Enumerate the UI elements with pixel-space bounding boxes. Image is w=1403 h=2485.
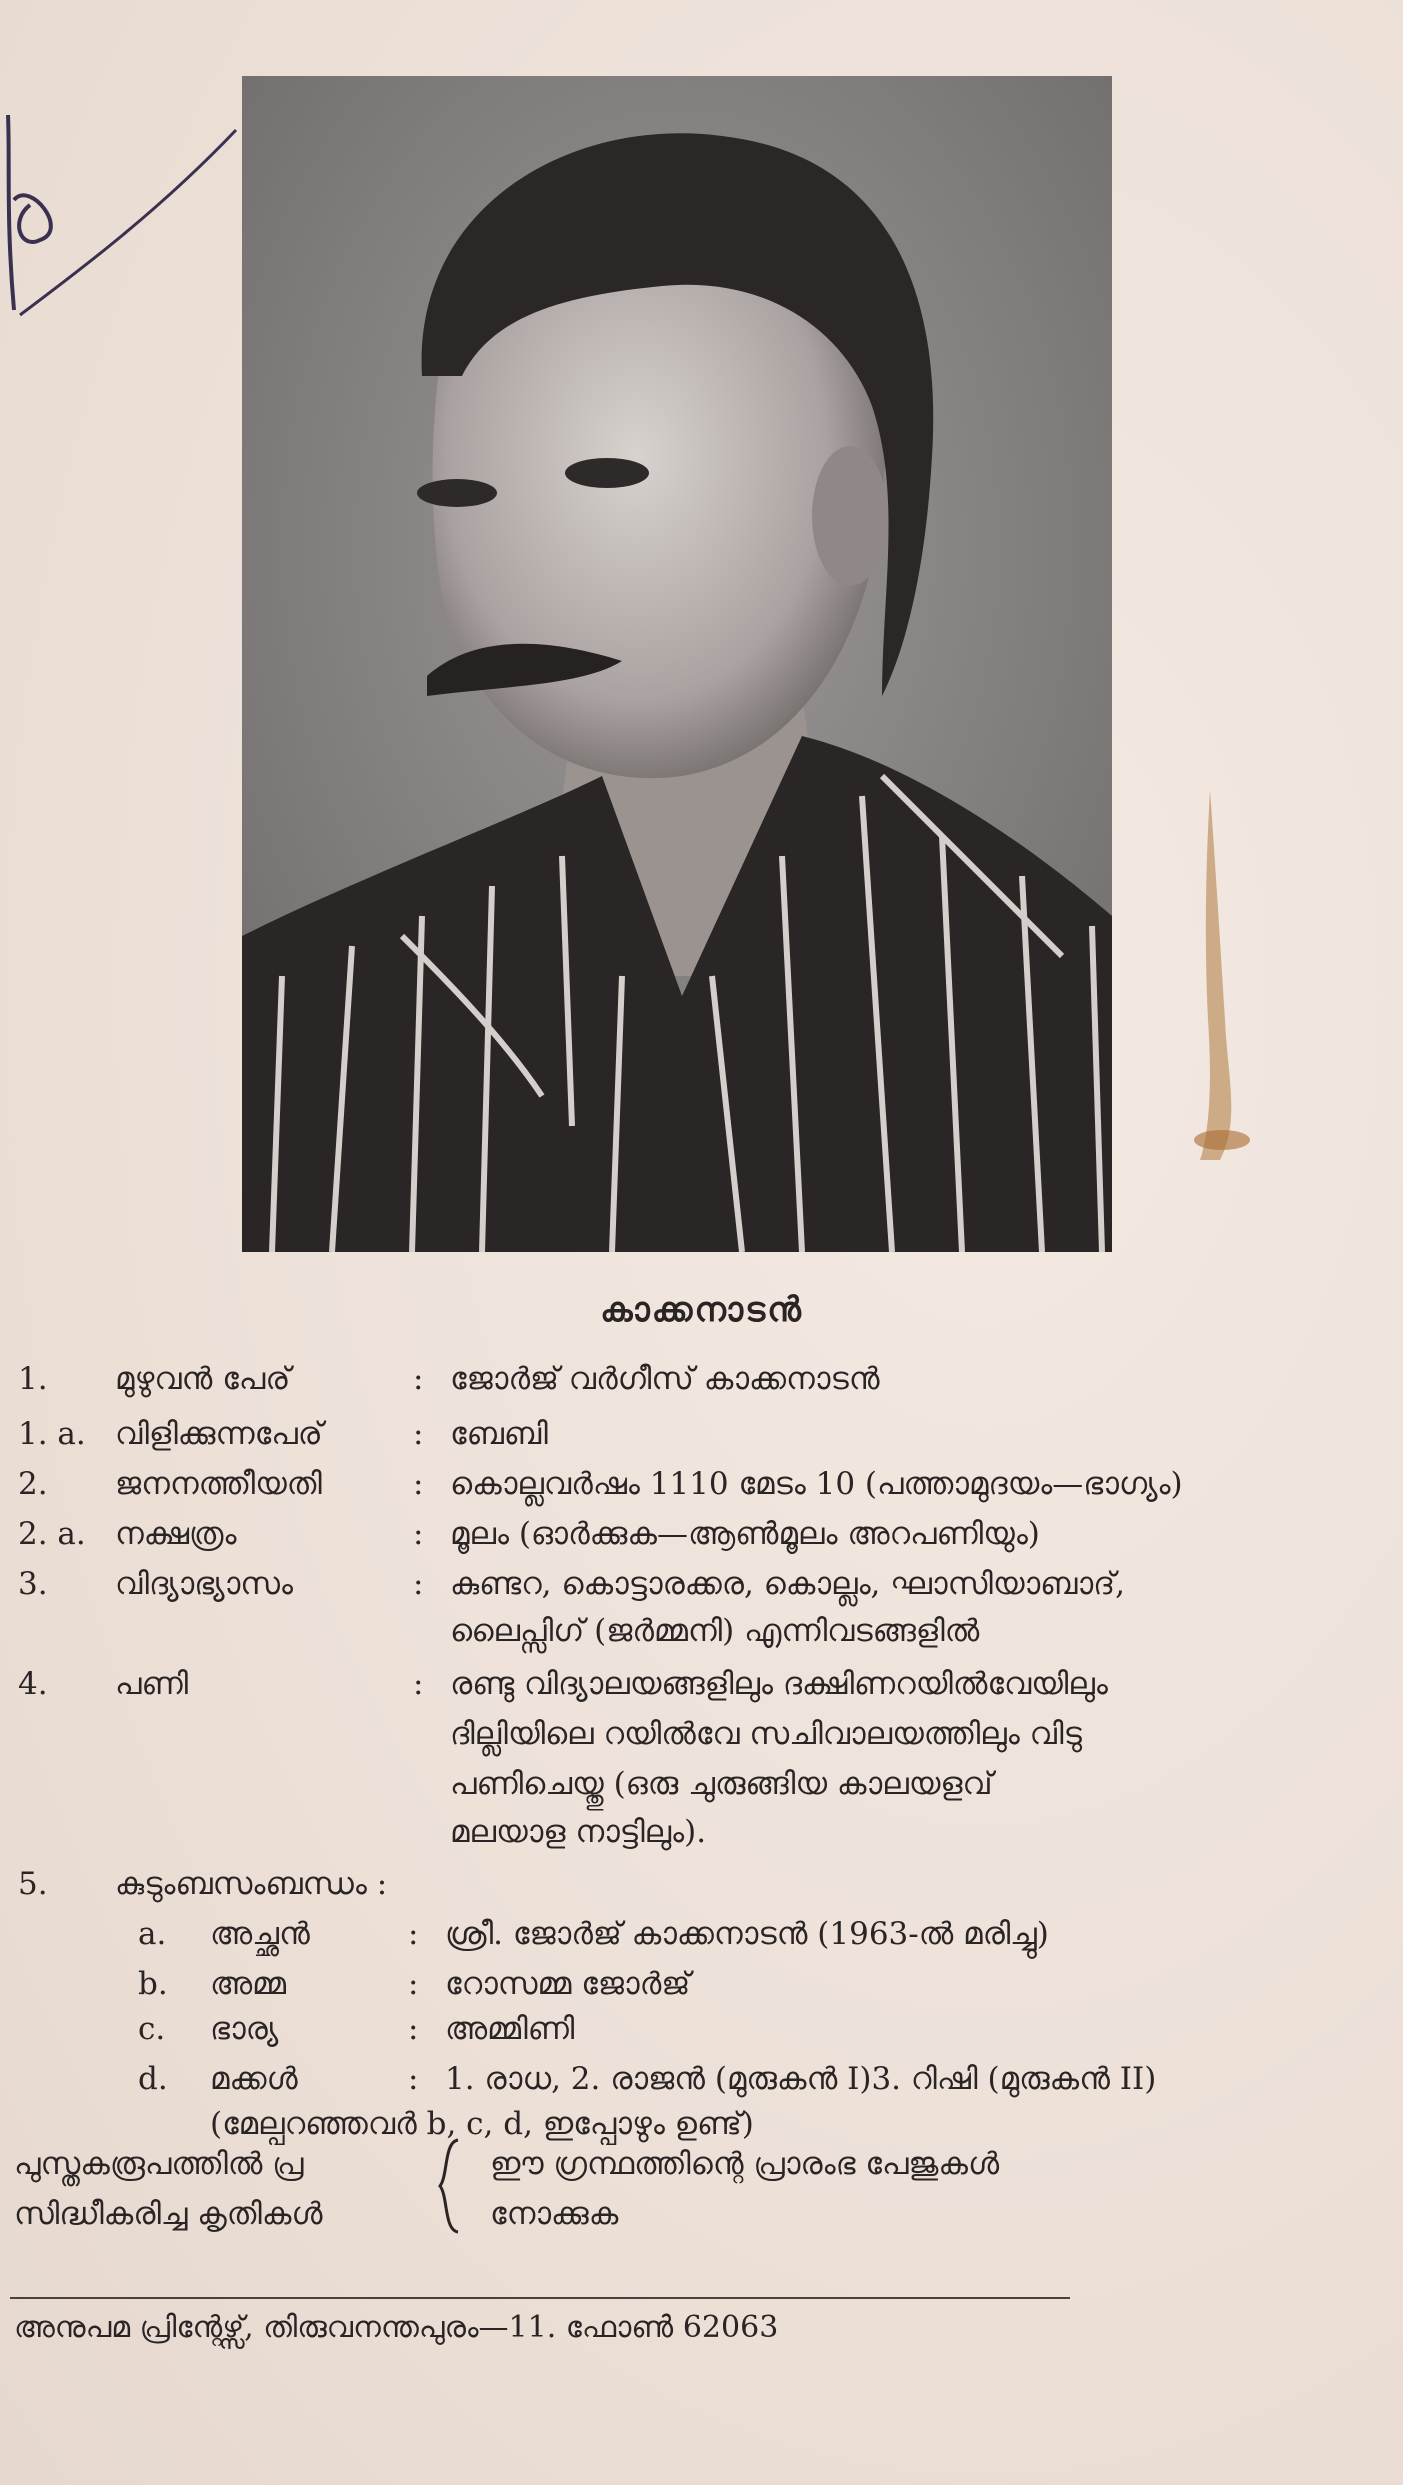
item-label: ജനനത്തീയതി: [115, 1466, 322, 1502]
books-value-line2: നോക്കുക: [490, 2196, 619, 2232]
printer-footer: അനുപമ പ്രിന്റേഴ്സ്, തിരുവനന്തപുരം—11. ഫോൺ 62063: [14, 2310, 779, 2345]
paper-stain: [1180, 780, 1260, 1180]
item-value: കുണ്ടറ, കൊട്ടാരക്കര, കൊല്ലം, ഘാസിയാബാദ്,: [450, 1566, 1125, 1602]
item-label: നക്ഷത്രം: [115, 1516, 237, 1552]
item-label: കുടുംബസംബന്ധം :: [115, 1866, 388, 1902]
sub-letter: a.: [138, 1916, 167, 1952]
books-label-line1: പുസ്തകരൂപത്തിൽ പ്ര: [14, 2146, 304, 2182]
item-label: വിളിക്കുന്നപേര്: [115, 1416, 323, 1452]
books-label-line2: സിദ്ധീകരിച്ച കൃതികൾ: [14, 2196, 323, 2232]
item-number: 5.: [18, 1866, 48, 1902]
colon: :: [413, 1361, 424, 1397]
pen-mark: [0, 100, 240, 340]
colon: :: [413, 1566, 424, 1602]
item-number: 3.: [18, 1566, 48, 1602]
colon: :: [413, 1516, 424, 1552]
colon: :: [413, 1466, 424, 1502]
item-label: മുഴുവൻ പേര്: [115, 1361, 291, 1397]
sub-value: റോസമ്മ ജോർജ്: [445, 1966, 691, 2002]
item-number: 1.: [18, 1361, 48, 1397]
curly-brace: [430, 2136, 470, 2236]
item-number: 1. a.: [18, 1416, 86, 1452]
sub-letter: b.: [138, 1966, 168, 2002]
item-value-continued: പണിചെയ്തു (ഒരു ചുരുങ്ങിയ കാലയളവ്: [450, 1766, 993, 1802]
sub-value: ശ്രീ. ജോർജ് കാക്കനാടൻ (1963-ൽ മരിച്ചു): [445, 1916, 1049, 1952]
sub-label: അച്ഛൻ: [210, 1916, 310, 1952]
item-label: വിദ്യാഭ്യാസം: [115, 1566, 294, 1602]
footer-divider: [10, 2297, 1070, 2299]
sub-letter: c.: [138, 2011, 166, 2047]
item-value: ജോർജ് വർഗീസ് കാക്കനാടൻ: [450, 1361, 880, 1397]
sub-letter: d.: [138, 2061, 168, 2097]
colon: :: [413, 1666, 424, 1702]
page-title: കാക്കനാടൻ: [600, 1290, 803, 1330]
item-value-continued: ദില്ലിയിലെ റയിൽവേ സചിവാലയത്തിലും വിടു: [450, 1716, 1082, 1752]
sub-label: ഭാര്യ: [210, 2011, 279, 2047]
item-number: 2.: [18, 1466, 48, 1502]
item-number: 4.: [18, 1666, 48, 1702]
books-value-line1: ഈ ഗ്രന്ഥത്തിന്റെ പ്രാരംഭ പേജുകൾ: [490, 2146, 1000, 2182]
sub-value: അമ്മിണി: [445, 2011, 575, 2047]
item-value: മൂലം (ഓർക്കുക—ആൺമൂലം അറപണിയും): [450, 1516, 1040, 1552]
sub-label: അമ്മ: [210, 1966, 287, 2002]
colon: :: [408, 2011, 419, 2047]
item-value: രണ്ടു വിദ്യാലയങ്ങളിലും ദക്ഷിണറയിൽവേയിലും: [450, 1666, 1108, 1702]
sub-value: 1. രാധ, 2. രാജൻ (മുരുകൻ I)3. റിഷി (മുരുകൻ II): [445, 2061, 1157, 2097]
sub-label: മക്കൾ: [210, 2061, 298, 2097]
item-value-continued: മലയാള നാട്ടിലും).: [450, 1814, 707, 1850]
item-label: പണി: [115, 1666, 189, 1702]
item-value-continued: ലൈപ്സിഗ് (ജർമ്മനി) എന്നിവടങ്ങളിൽ: [450, 1613, 980, 1649]
item-value: ബേബി: [450, 1416, 548, 1452]
colon: :: [408, 1916, 419, 1952]
author-portrait-photo: [242, 76, 1112, 1252]
item-value: കൊല്ലവർഷം 1110 മേടം 10 (പത്താമുദയം—ഭാഗ്യം): [450, 1466, 1183, 1502]
colon: :: [413, 1416, 424, 1452]
family-note: (മേല്പറഞ്ഞവർ b, c, d, ഇപ്പോഴും ഉണ്ട്): [210, 2106, 754, 2142]
colon: :: [408, 2061, 419, 2097]
item-number: 2. a.: [18, 1516, 86, 1552]
colon: :: [408, 1966, 419, 2002]
